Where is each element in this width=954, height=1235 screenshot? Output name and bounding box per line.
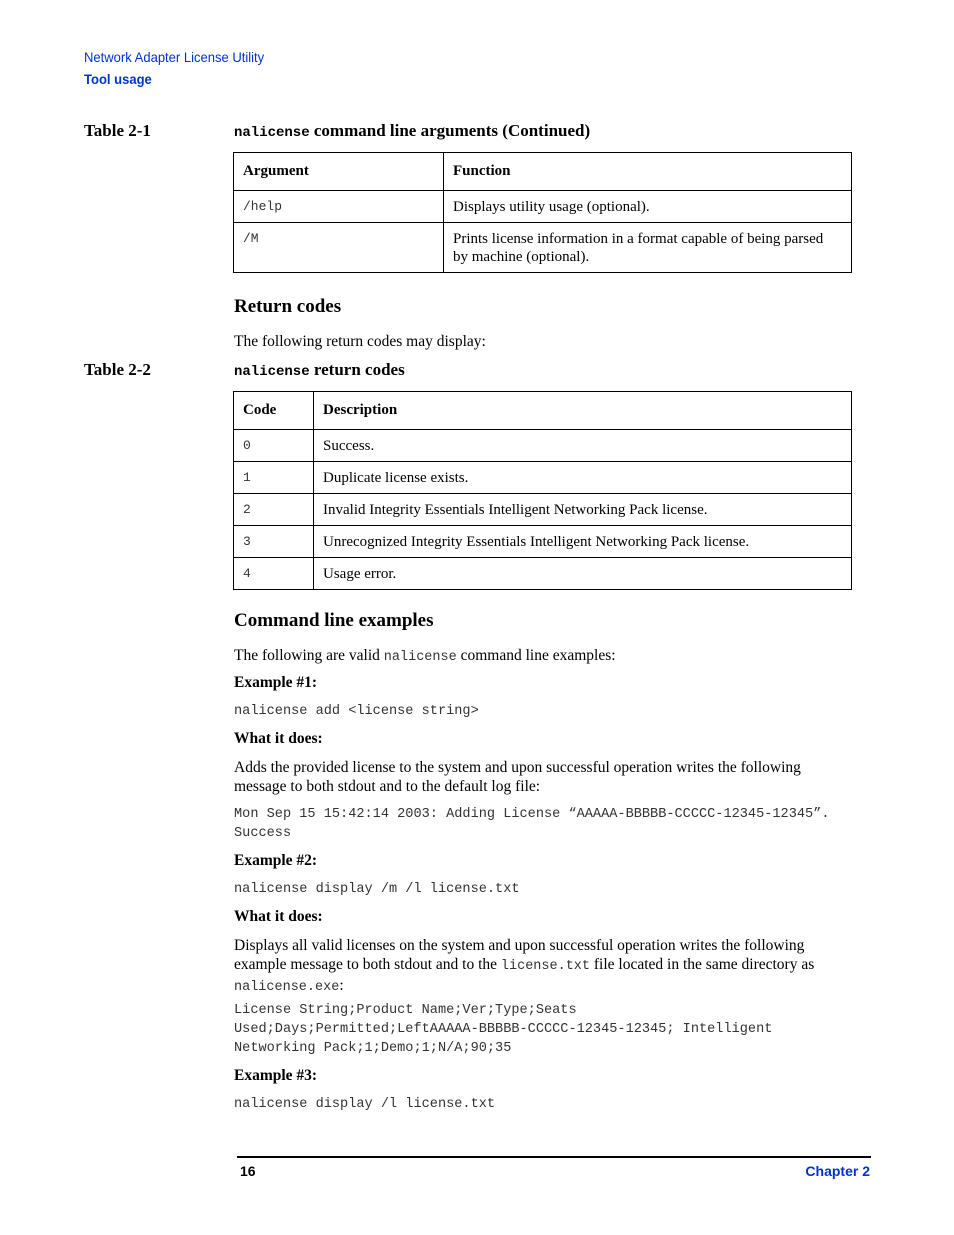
example-2-desc-text: file located in the same directory as	[590, 956, 815, 973]
function-cell: Displays utility usage (optional).	[444, 191, 852, 223]
description-cell: Invalid Integrity Essentials Intelligent Networking Pack license.	[314, 494, 852, 526]
example-1-output: Mon Sep 15 15:42:14 2003: Adding License “AAAAA-BBBBB-CCCCC-12345-12345”. Success	[234, 807, 830, 841]
example-2-command: nalicense display /m /l license.txt	[234, 882, 520, 897]
column-header-description: Description	[314, 392, 852, 430]
example-1-label: Example #1:	[234, 674, 318, 691]
example-3-label: Example #3:	[234, 1067, 318, 1084]
table-row	[234, 526, 852, 558]
table-row	[234, 558, 852, 590]
table-row	[234, 223, 852, 273]
table-header-row	[234, 392, 852, 430]
table-1-number: Table 2-1	[84, 121, 151, 140]
description-cell: Unrecognized Integrity Essentials Intelligent Networking Pack license.	[314, 526, 852, 558]
code-cell: 1	[234, 462, 314, 494]
arguments-table	[233, 152, 852, 273]
example-2-what-label: What it does:	[234, 908, 323, 925]
return-codes-heading: Return codes	[234, 296, 342, 317]
table-row	[234, 191, 852, 223]
example-2-label: Example #2:	[234, 852, 318, 869]
example-2-description	[234, 936, 854, 997]
examples-intro-text-end: command line examples:	[456, 647, 616, 664]
table-2-caption-text: return codes	[309, 360, 405, 379]
footer-rule	[237, 1156, 871, 1158]
column-header-argument: Argument	[234, 153, 444, 191]
table-2-number: Table 2-2	[84, 360, 151, 379]
table-1-caption-text: command line arguments (Continued)	[309, 121, 591, 140]
running-header-title[interactable]: Network Adapter License Utility	[84, 49, 265, 65]
page-number: 16	[240, 1163, 256, 1179]
examples-intro-code: nalicense	[383, 650, 457, 665]
example-2-output: License String;Product Name;Ver;Type;Seats Used;Days;Permitted;LeftAAAAA-BBBBB-CCCCC-12345-12345; Intelligent Networking Pack;1;Demo;1;N/A;90;35	[234, 1003, 773, 1056]
table-1-caption-code: nalicense	[234, 125, 310, 141]
code-cell: 0	[234, 430, 314, 462]
table-2-caption-code: nalicense	[234, 364, 310, 380]
chapter-link[interactable]: Chapter 2	[805, 1163, 870, 1179]
examples-intro	[234, 646, 854, 667]
argument-cell: /M	[234, 223, 444, 273]
example-3-command: nalicense display /l license.txt	[234, 1097, 496, 1112]
argument-cell: /help	[234, 191, 444, 223]
code-cell: 3	[234, 526, 314, 558]
table-row	[234, 430, 852, 462]
running-header-section[interactable]: Tool usage	[84, 71, 152, 87]
code-cell: 2	[234, 494, 314, 526]
examples-intro-text: The following are valid	[234, 647, 384, 664]
code-cell: 4	[234, 558, 314, 590]
table-1-caption	[234, 121, 590, 141]
example-2-desc-text: Displays all valid licenses on the system and upon successful operation writes the following example message to both stdout and to the	[234, 937, 805, 973]
table-row	[234, 494, 852, 526]
return-codes-table	[233, 391, 852, 590]
column-header-function: Function	[444, 153, 852, 191]
table-2-caption	[234, 360, 405, 380]
example-1-command: nalicense add <license string>	[234, 704, 479, 719]
description-cell: Duplicate license exists.	[314, 462, 852, 494]
example-1-description: Adds the provided license to the system and upon successful operation writes the following message to both stdout and to the default log file:	[234, 759, 801, 795]
table-row	[234, 462, 852, 494]
table-header-row	[234, 153, 852, 191]
example-2-desc-filename: license.txt	[500, 959, 591, 974]
command-line-examples-heading: Command line examples	[234, 610, 434, 631]
return-codes-intro: The following return codes may display:	[234, 333, 486, 350]
description-cell: Usage error.	[314, 558, 852, 590]
description-cell: Success.	[314, 430, 852, 462]
example-2-desc-exe: nalicense.exe	[234, 980, 340, 995]
example-2-desc-text: :	[339, 977, 344, 994]
function-cell: Prints license information in a format capable of being parsed by machine (optional).	[444, 223, 852, 273]
example-1-what-label: What it does:	[234, 730, 323, 747]
column-header-code: Code	[234, 392, 314, 430]
